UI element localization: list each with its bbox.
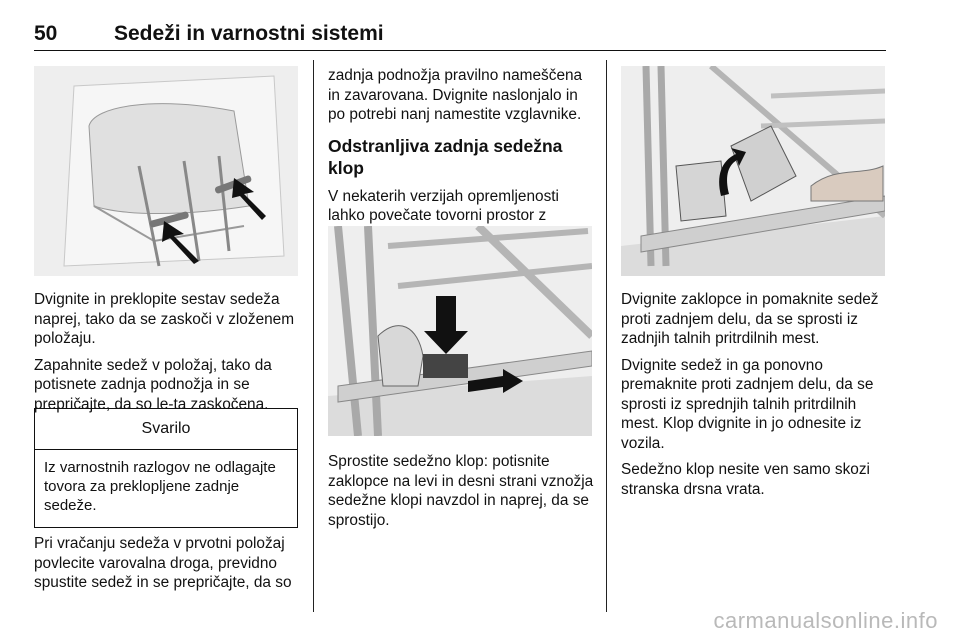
section-heading: Odstranljiva zadnja sedežna klop bbox=[328, 135, 563, 178]
seat-fold-illustration bbox=[34, 66, 298, 276]
column-divider-2 bbox=[606, 60, 607, 612]
col3-paragraph-3: Sedežno klop nesite ven samo skozi stranska drsna vrata. bbox=[621, 461, 870, 498]
warning-box bbox=[34, 408, 298, 528]
warning-text: Iz varnostnih razlogov ne odlagajte tovora za preklopljene zadnje sedeže. bbox=[44, 459, 276, 514]
seat-lift-illustration bbox=[621, 66, 885, 276]
column-divider-1 bbox=[313, 60, 314, 612]
column-1-text bbox=[34, 290, 300, 421]
column-1-text-bottom bbox=[34, 534, 300, 600]
col3-paragraph-1: Dvignite zaklopce in pomaknite sedež proti zadnjem delu, da se sprosti iz zadnjih talnih pritrdilnih mest. bbox=[621, 291, 879, 347]
column-3-text bbox=[621, 290, 893, 506]
page-header bbox=[34, 22, 886, 48]
col2-paragraph-3: Sprostite sedežno klop: potisnite zaklopce na levi in desni strani vznožja sedežne klopi navzdol in naprej, da se sprostijo. bbox=[328, 453, 594, 529]
page-title: Sedeži in varnostni sistemi bbox=[114, 22, 384, 45]
column-2-text bbox=[328, 66, 596, 252]
col3-paragraph-2: Dvignite sedež in ga ponovno premaknite proti zadnjem delu, da se sprosti iz sprednjih talnih pritrdilnih mest. Klop dvignite in jo odnesite iz vozila. bbox=[621, 356, 874, 452]
col1-paragraph-3: Pri vračanju sedeža v prvotni položaj povlecite varovalna droga, previdno spustite sedež in se prepričajte, da so bbox=[34, 535, 292, 591]
watermark: carmanualsonline.info bbox=[713, 608, 938, 633]
col1-paragraph-2: Zapahnite sedež v položaj, tako da potisnete zadnja podnožja in se prepričajte, da so le-ta zaskočena. bbox=[34, 356, 272, 413]
column-2-text-bottom bbox=[328, 452, 596, 537]
header-rule bbox=[34, 50, 886, 51]
col1-paragraph-1: Dvignite in preklopite sestav sedeža naprej, tako da se zaskoči v zloženem položaju. bbox=[34, 291, 295, 347]
col2-paragraph-2: V nekaterih verzijah opremljenosti lahko povečate tovorni prostor z bbox=[328, 187, 559, 224]
page-number: 50 bbox=[34, 22, 58, 45]
col2-paragraph-1: zadnja podnožja pravilno nameščena in zavarovana. Dvignite naslonjalo in po potrebi nanj namestite vzglavnike. bbox=[328, 67, 583, 123]
warning-title: Svarilo bbox=[35, 409, 297, 450]
seat-release-illustration bbox=[328, 226, 592, 436]
